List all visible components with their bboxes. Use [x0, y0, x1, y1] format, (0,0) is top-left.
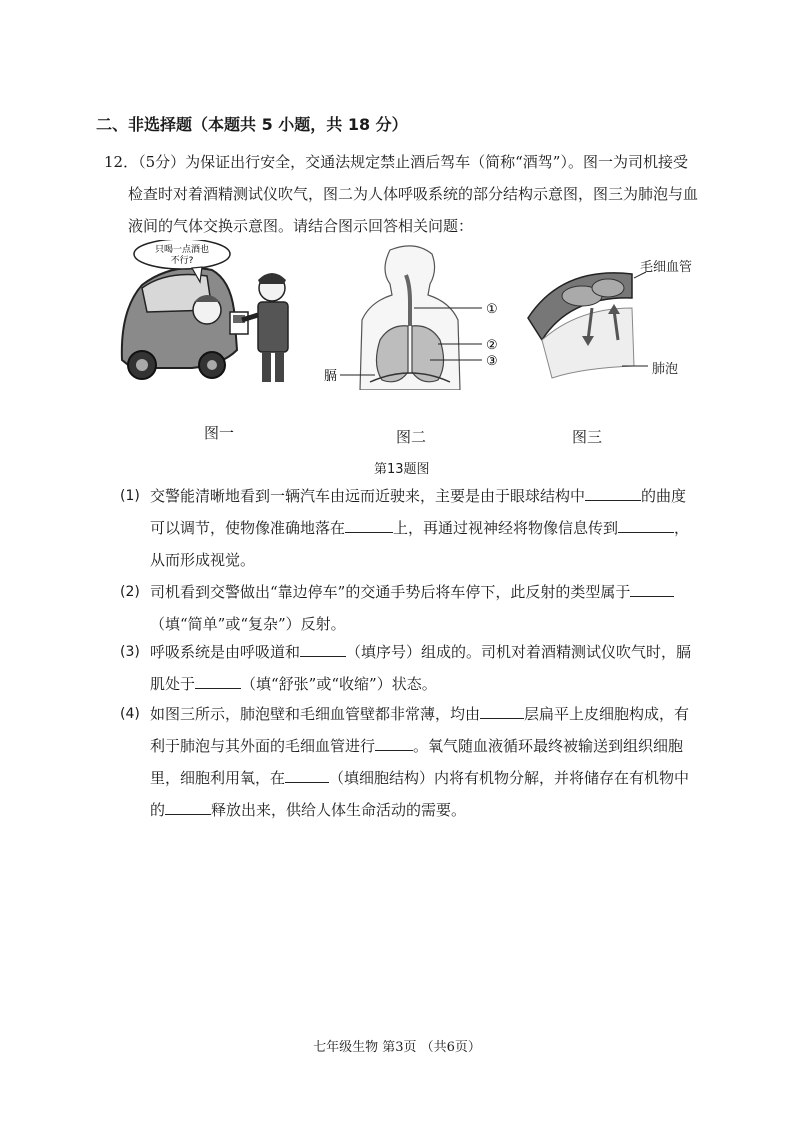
- answer-blank[interactable]: [480, 700, 524, 719]
- answer-blank[interactable]: [375, 732, 413, 751]
- answer-blank[interactable]: [585, 482, 641, 501]
- subquestion-1: (1) 交警能清晰地看到一辆汽车由远而近驶来，主要是由于眼球结构中 的曲度 可以调节，使物像准确地落在 上，再通过视神经将物像信息传到 ， 从而形成视觉。: [120, 480, 700, 576]
- figure-3-caption: 图三: [572, 428, 603, 446]
- figure-1-driver-cartoon: [112, 240, 342, 390]
- svg-text:不行?: 不行?: [170, 256, 194, 266]
- speech-bubble-text: 只喝一点酒也: [154, 245, 210, 255]
- figure-2-respiratory-system: [320, 240, 510, 390]
- question-stem-line-2: 检查时对着酒精测试仪吹气，图二为人体呼吸系统的部分结构示意图，图三为肺泡与血: [128, 185, 699, 203]
- figures-area: [112, 240, 712, 470]
- answer-blank[interactable]: [618, 514, 674, 533]
- question-stem-line-1: 12．（5分）为保证出行安全，交通法规定禁止酒后驾车（简称“酒驾”）。图一为司机接受: [104, 153, 688, 171]
- subquestion-number: (1): [120, 488, 140, 504]
- question-stem: [104, 146, 704, 242]
- page-footer: 七年级生物 第3页 （共6页）: [313, 1040, 481, 1055]
- subquestion-2: (2) 司机看到交警做出“靠边停车”的交通手势后将车停下，此反射的类型属于 （填“简单”或“复杂”）反射。: [120, 576, 700, 640]
- answer-blank[interactable]: [300, 638, 346, 657]
- label-capillary: 毛细血管: [640, 260, 693, 275]
- label-2: ②: [486, 338, 498, 353]
- figure-3-alveolus-gas-exchange: [522, 248, 702, 388]
- answer-blank[interactable]: [630, 578, 674, 597]
- figure-group-caption: 第13题图: [374, 462, 430, 477]
- answer-blank[interactable]: [345, 514, 393, 533]
- subquestion-4: (4) 如图三所示，肺泡壁和毛细血管壁都非常薄，均由 层扁平上皮细胞构成，有 利于肺泡与其外面的毛细血管进行 。氧气随血液循环最终被输送到组织细胞 里，细胞利用氧，在 （填细胞结构）内将有机物分解，并将储存在有机物中 的 释放出来，供给人体生命活动的需要。: [120, 698, 700, 826]
- answer-blank[interactable]: [165, 796, 211, 815]
- figure-2-caption: 图二: [396, 428, 427, 446]
- label-1: ①: [486, 302, 498, 317]
- subquestion-3: (3) 呼吸系统是由呼吸道和 （填序号）组成的。司机对着酒精测试仪吹气时，膈 肌处于 （填“舒张”或“收缩”）状态。: [120, 636, 700, 700]
- answer-blank[interactable]: [285, 764, 329, 783]
- figure-1-caption: 图一: [204, 424, 235, 442]
- label-diaphragm: 膈: [324, 369, 338, 384]
- label-alveolus: 肺泡: [652, 362, 679, 377]
- answer-blank[interactable]: [195, 670, 241, 689]
- label-3: ③: [486, 354, 498, 369]
- section-title: 二、非选择题（本题共 5 小题，共 18 分）: [96, 115, 408, 134]
- question-stem-line-3: 液间的气体交换示意图。请结合图示回答相关问题：: [128, 217, 474, 235]
